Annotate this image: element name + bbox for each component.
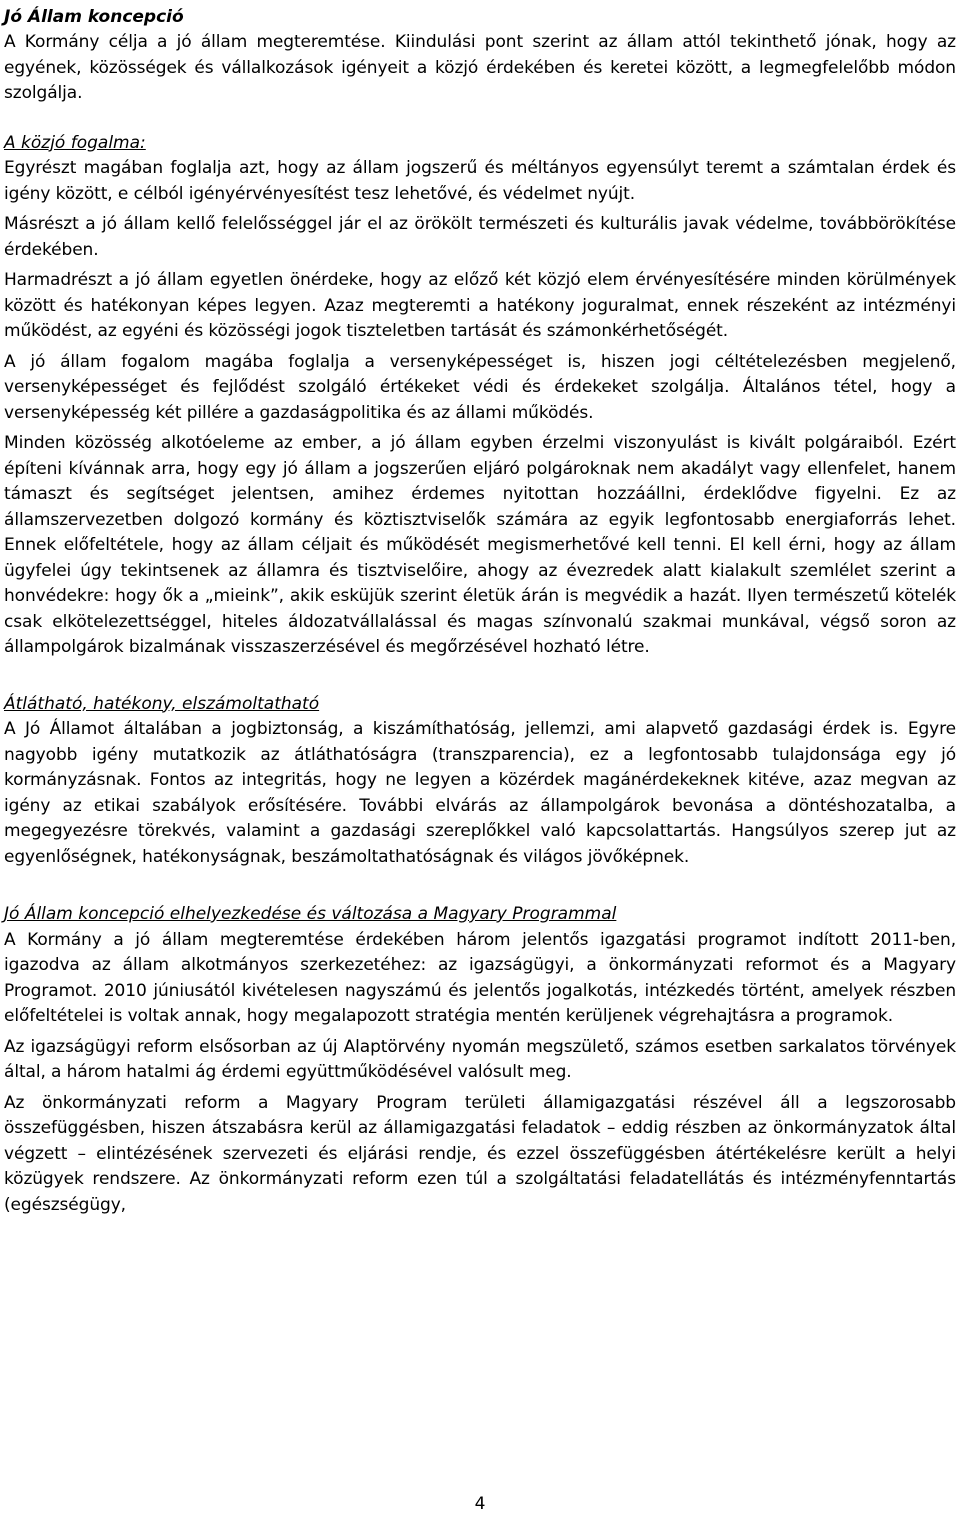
intro-paragraph: A Kormány célja a jó állam megteremtése. Kiindulási pont szerint az állam attól tekinthető jónak, hogy az egyének, közösségek és vállalkozások igényeit a közjó érdekében és keretei között, a legmegfelelőbb módon szolgálja. — [4, 32, 956, 103]
section-heading: Átlátható, hatékony, elszámoltatható — [4, 693, 320, 714]
document-title: Jó Állam koncepció — [4, 7, 184, 27]
section-kozjo — [4, 131, 956, 661]
paragraph: A Kormány a jó állam megteremtése érdekében három jelentős igazgatási programot indított 2011-ben, igazodva az állam alkotmányos szerkezetéhez: az igazságügyi, a önkormányzati reformot és a Magyary Programot. 2010 júniusától kivételesen nagyszámú és jelentős jogalkotás, intézkedés történt, amelyek részben előfeltételei is voltak annak, hogy megalapozott stratégia mentén kerüljenek végrehajtásra a programok. — [4, 929, 956, 1026]
paragraph: A jó állam fogalom magába foglalja a versenyképességet is, hiszen jogi céltételezésben megjelenő, versenyképességet és fejlődést szolgáló értékeket védi és érdekeket szolgálja. Általános tétel, hogy a versenyképesség két pillére a gazdaságpolitika és az állami működés. — [4, 351, 956, 423]
paragraph: Az önkormányzati reform a Magyary Program területi államigazgatási részével áll a legszorosabb összefüggésben, hiszen átszabásra kerül az államigazgatási feladatok – eddig részben az önkormányzatok által végzett – elintézésének szervezeti és eljárási rendje, és ezzel összefüggésben átértékelésre került a helyi közügyek rendszere. Az önkormányzati reform ezen túl a szolgáltatási feladatellátás és intézményfenntartás (egészségügy, — [4, 1092, 956, 1215]
section-spacer — [4, 107, 956, 131]
paragraph: Harmadrészt a jó állam egyetlen önérdeke, hogy az előző két közjó elem érvényesítésére minden körülmények között és hatékonyan képes legyen. Azaz megteremti a hatékony joguralmat, ennek részeként az intézményi működést, az egyéni és közösségi jogok tiszteletben tartását és számonkérhetőségét. — [4, 270, 956, 341]
section-atlathato — [4, 692, 956, 871]
paragraph: A Jó Államot általában a jogbiztonság, a kiszámíthatóság, jellemzi, ami alapvető gazdasági érdek is. Egyre nagyobb igény mutatkozik az átláthatóságra (transzparencia), ez a legfontosabb tulajdonsága egy jó kormányzásnak. Fontos az integritás, hogy ne legyen a közérdek magánérdekeknek kitéve, azaz megvan az igény az etikai szabályok erősítésére. További elvárás az állampolgárok bevonása a döntéshozatalba, a megegyezésre törekvés, valamint a gazdasági szereplőkkel való kapcsolattartás. Hangsúlyos szerep jut az egyenlőségnek, hatékonyságnak, beszámoltathatóságnak és világos jövőképnek. — [4, 719, 956, 867]
paragraph: Másrészt a jó állam kellő felelősséggel jár el az örökölt természeti és kulturális javak védelme, továbbörökítése érdekében. — [4, 214, 956, 260]
section-spacer — [4, 875, 956, 902]
paragraph: Az igazságügyi reform elsősorban az új Alaptörvény nyomán megszülető, számos esetben sarkalatos törvények által, a három hatalmi ág érdemi együttműködésével valósult meg. — [4, 1036, 956, 1082]
page-number: 4 — [474, 1494, 486, 1514]
section-spacer — [4, 666, 956, 692]
paragraph: Minden közösség alkotóeleme az ember, a jó állam egyben érzelmi viszonyulást is kivált polgáraiból. Ezért építeni kívánnak arra, hogy egy jó állam a jogszerűen eljáró polgároknak nem akadályt vagy ellenfelet, hanem támaszt és segítséget jelentsen, amihez érdemes nyitottan hozzáállni, érdeklődve figyelni. Ez az államszervezetben dolgozó kormány és köztisztviselők számára az egyik legfontosabb energiaforrás lehet. Ennek előfeltétele, hogy az állam céljait és működését megismerhetővé kell tenni. El kell érni, hogy az állam ügyfelei úgy tekintsenek az államra és tisztviselőire, ahogy az évezredek alatt kialakult szemlélet szerint a honvédekre: hogy ők a „mieink”, akik esküjük szerint életük árán is megvédik a hazát. Ilyen természetű kötelék csak elkötelezettséggel, hiteles áldozatvállalással és magas színvonalú szakmai munkával, végső soron az állampolgárok bizalmának visszaszerzésével és megőrzésével hozható létre. — [4, 433, 956, 657]
paragraph: Egyrészt magában foglalja azt, hogy az állam jogszerű és méltányos egyensúlyt teremt a számtalan érdek és igény között, e célból igényérvényesítést tesz lehetővé, és védelmet nyújt. — [4, 158, 956, 204]
section-magyary — [4, 902, 956, 1218]
section-heading: Jó Állam koncepció elhelyezkedése és változása a Magyary Programmal — [4, 904, 617, 924]
section-heading: A közjó fogalma: — [4, 132, 146, 153]
document-page — [4, 0, 956, 1223]
